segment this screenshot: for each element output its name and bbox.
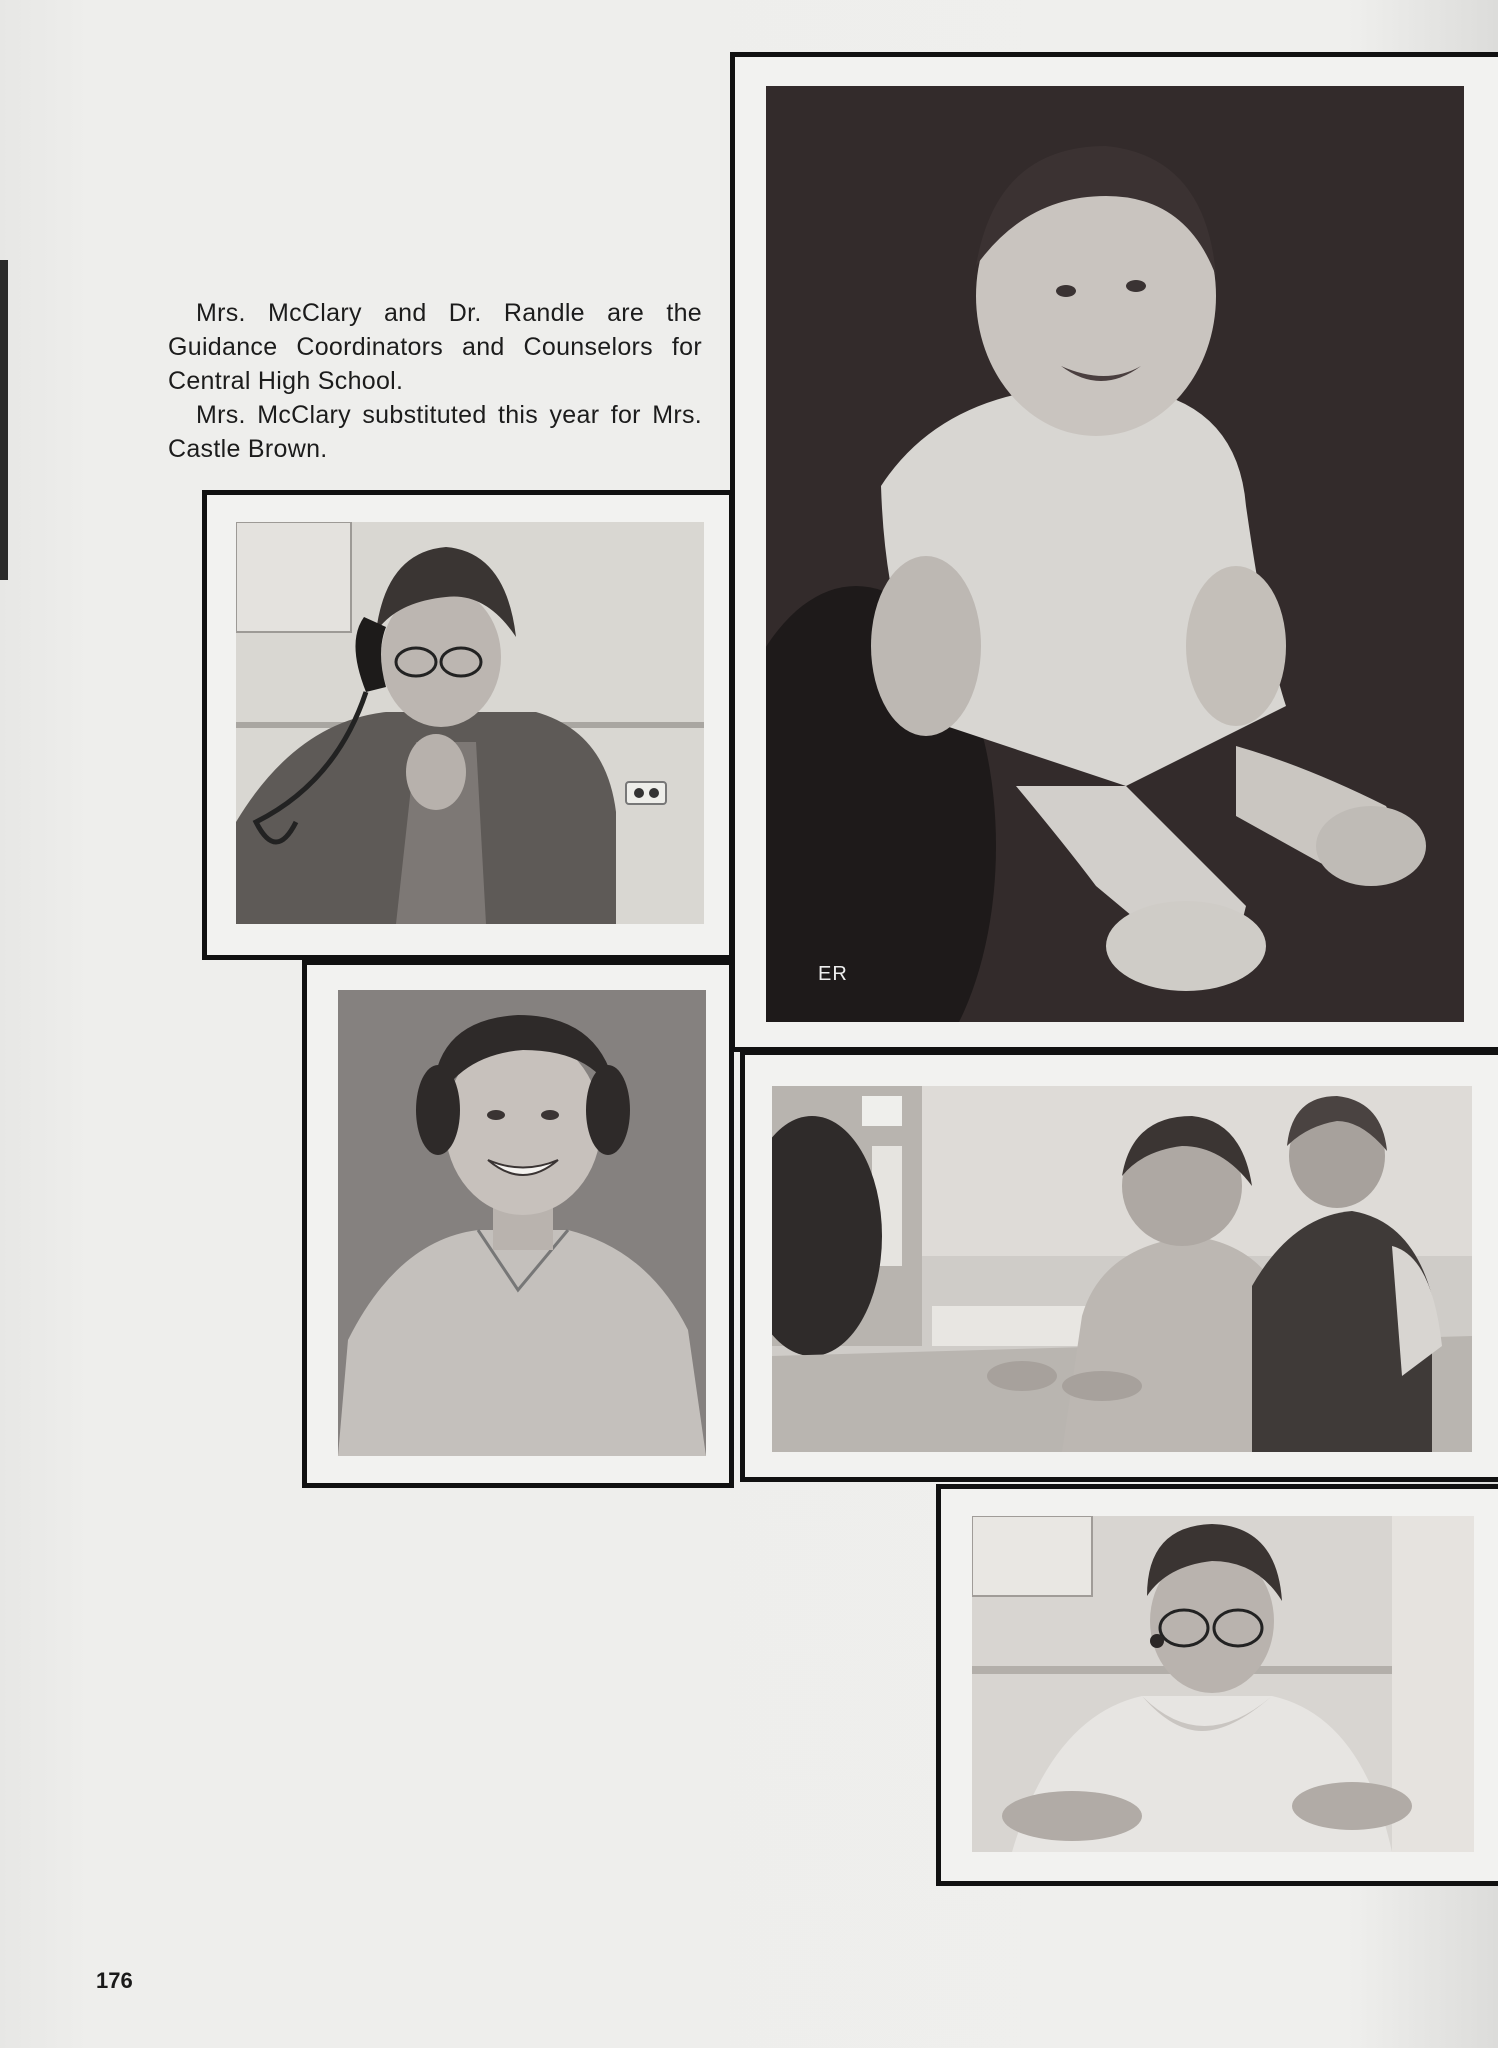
baby-photo [766, 86, 1464, 1022]
guidance-caption [168, 296, 702, 466]
caption-paragraph-1: Mrs. McClary and Dr. Randle are the Guidance Coordinators and Counselors for Central High School. [168, 299, 702, 395]
photo-credit: ER [818, 963, 848, 985]
woman-writing-photo [972, 1516, 1474, 1852]
page-number: 176 [96, 1968, 133, 1993]
woman-on-phone-photo [236, 522, 704, 924]
caption-paragraph-2: Mrs. McClary substituted this year for Mrs. Castle Brown. [168, 401, 702, 463]
page-spine-edge [0, 260, 8, 580]
smiling-woman-photo [338, 990, 706, 1456]
desk-counseling-photo [772, 1086, 1472, 1452]
